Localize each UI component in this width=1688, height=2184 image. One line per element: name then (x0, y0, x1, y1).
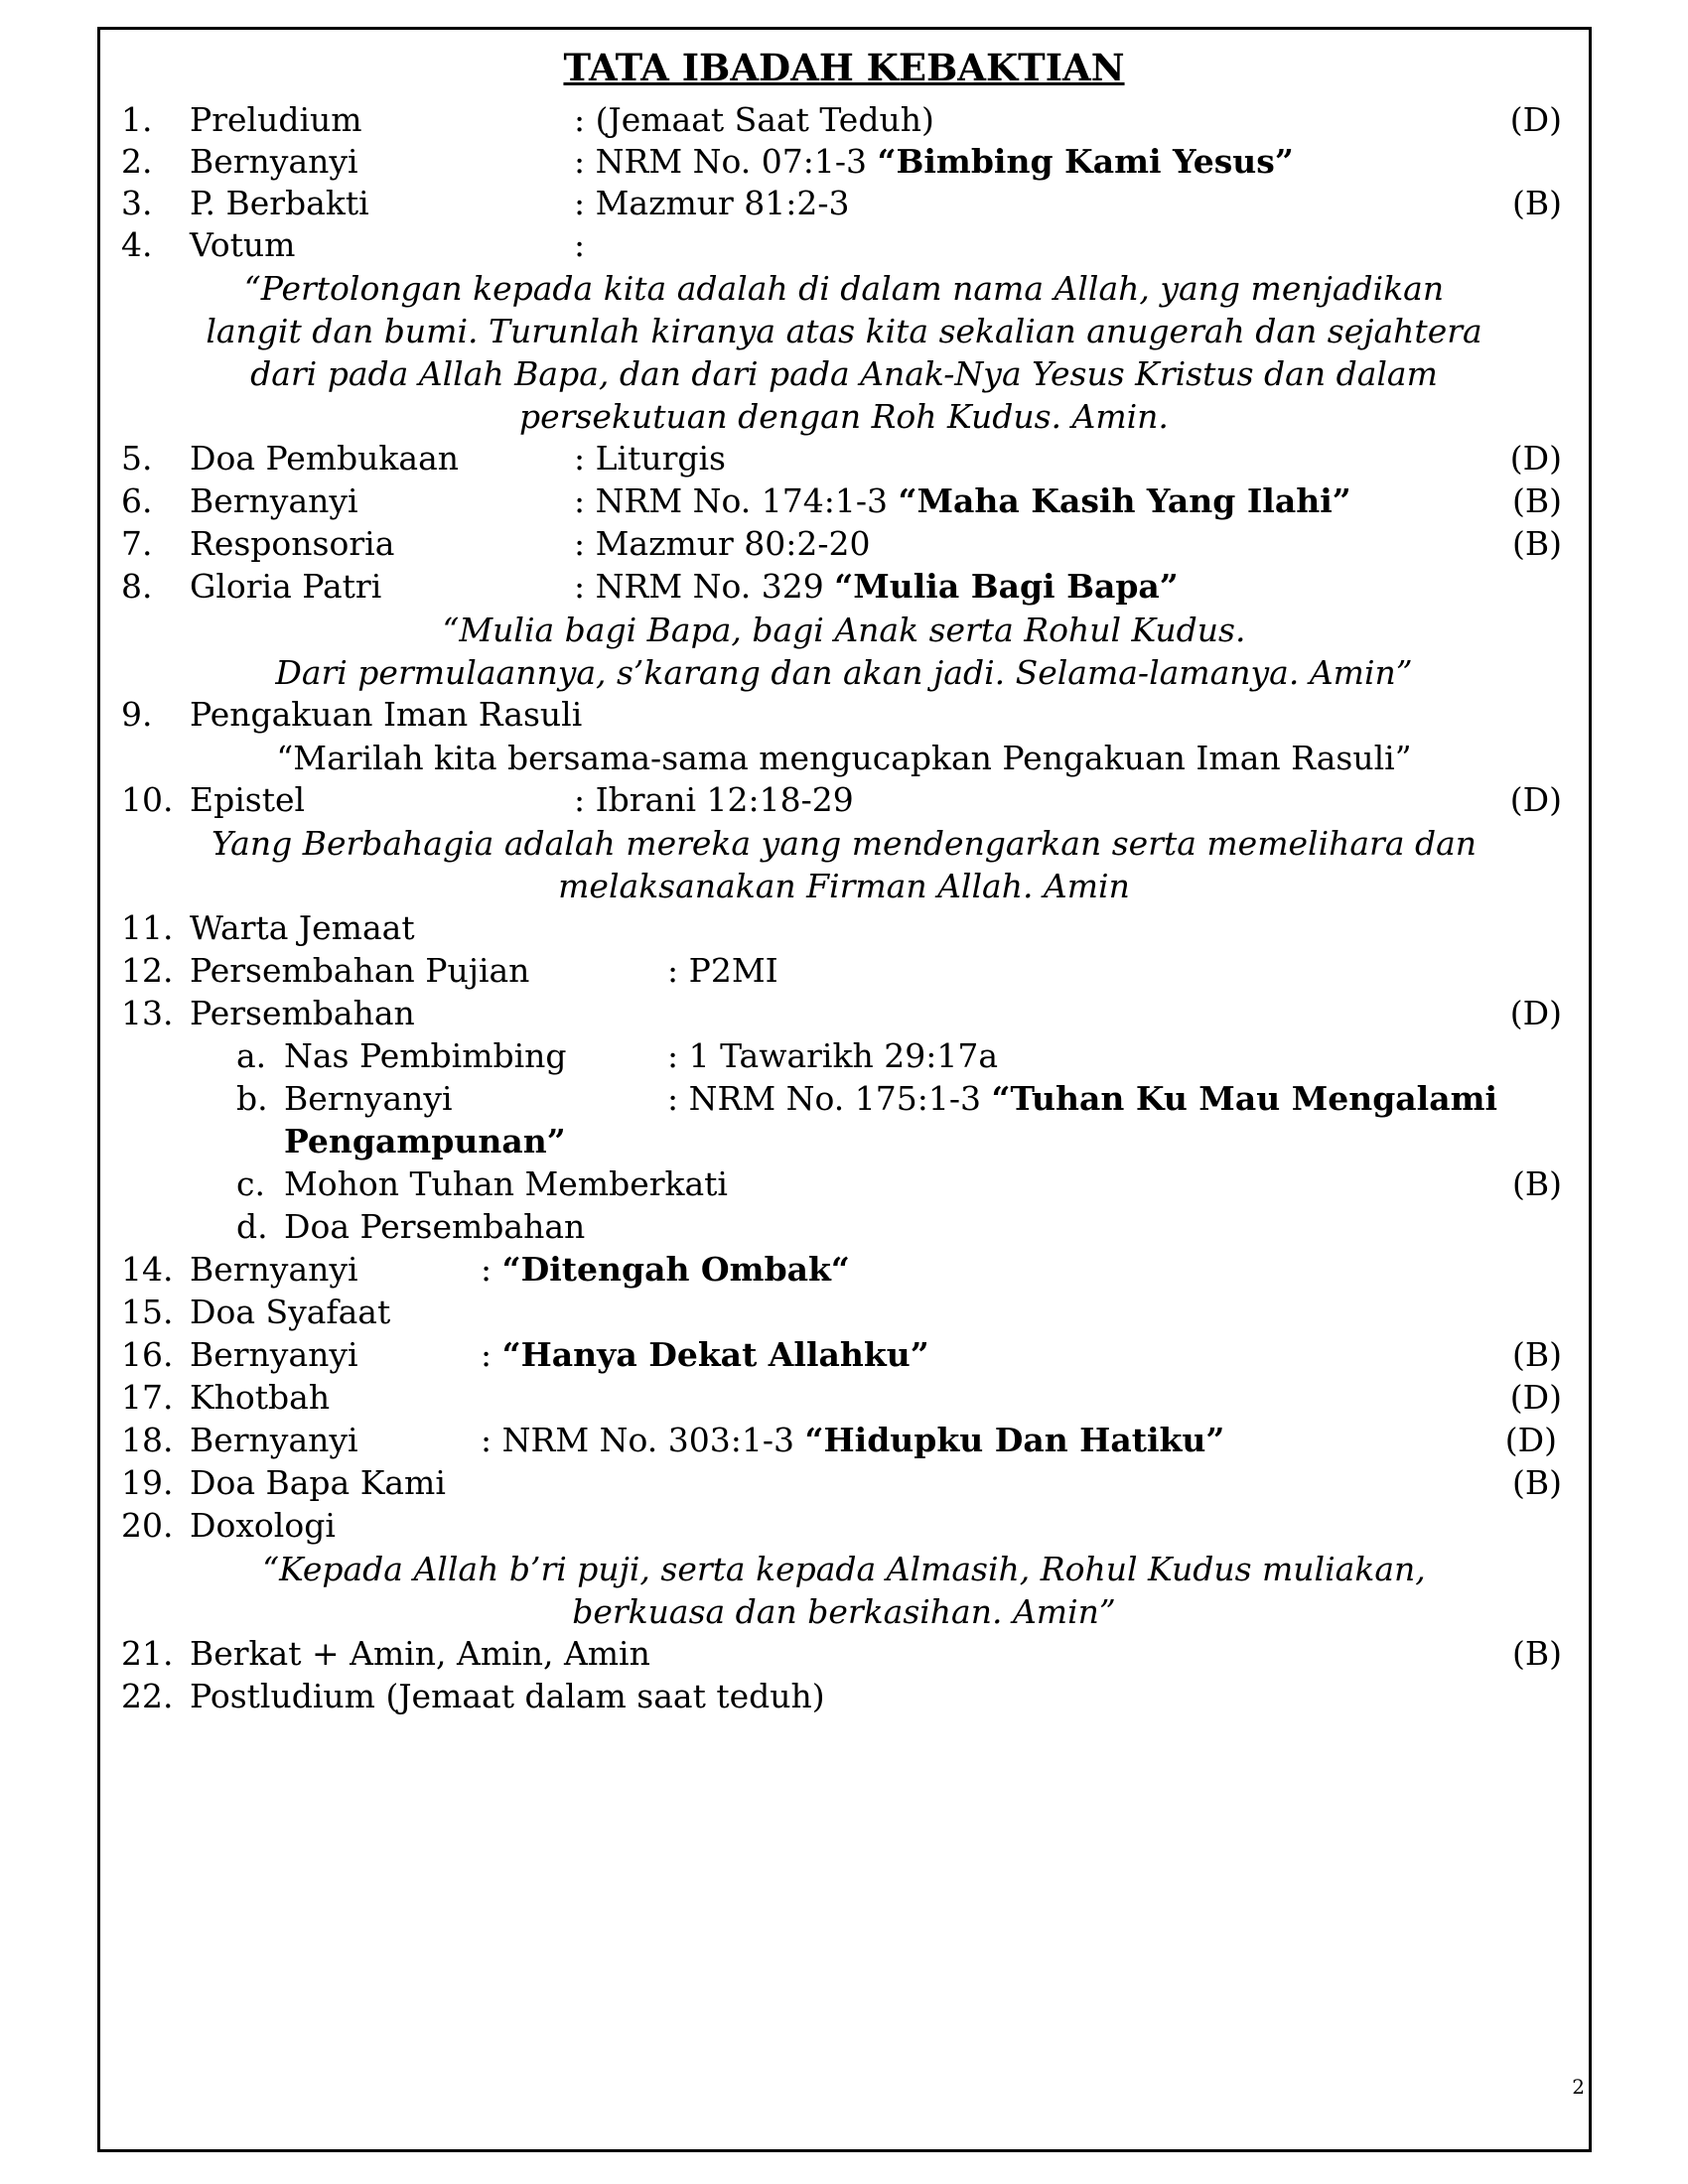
item-label: Preludium (190, 100, 362, 139)
item-label: P. Berbakti (190, 184, 369, 222)
sub-list-item (0, 1078, 1688, 1120)
item-value: : (574, 225, 586, 264)
sub-item-label: Mohon Tuhan Memberkati (284, 1164, 728, 1203)
list-item (0, 779, 1688, 821)
list-item (0, 480, 1688, 522)
list-item (0, 438, 1688, 479)
sub-list-item (0, 1163, 1688, 1205)
item-label: Pengakuan Iman Rasuli (190, 695, 583, 734)
role-code: (B) (1512, 1463, 1562, 1502)
list-item (0, 1462, 1688, 1504)
gloria-line: “Mulia bagi Bapa, bagi Anak serta Rohul Kudus. (442, 611, 1246, 649)
page-title: TATA IBADAH KEBAKTIAN (563, 46, 1125, 89)
item-number: 12. (121, 951, 174, 990)
item-label: Bernyanyi (190, 1335, 358, 1374)
sub-item-value: : NRM No. 175:1-3 “Tuhan Ku Mau Mengalami (667, 1079, 1498, 1118)
epistel-line: Yang Berbahagia adalah mereka yang mendengarkan serta memelihara dan (211, 824, 1477, 863)
role-code: (B) (1512, 481, 1562, 520)
item-label: Bernyanyi (190, 1421, 358, 1459)
role-code: (B) (1512, 1164, 1562, 1203)
item-label: Persembahan Pujian (190, 951, 530, 990)
list-item (0, 950, 1688, 992)
item-label: Bernyanyi (190, 1250, 358, 1289)
role-code: (B) (1512, 184, 1562, 222)
item-value: : “Ditengah Ombak“ (481, 1250, 850, 1289)
sub-item-letter: d. (236, 1207, 268, 1246)
item-number: 7. (121, 524, 153, 563)
item-value: : P2MI (667, 951, 778, 990)
role-code: (D) (1509, 439, 1562, 478)
item-label: Votum (190, 225, 296, 264)
item-label: Doa Syafaat (190, 1293, 391, 1331)
item-label: Bernyanyi (190, 481, 358, 520)
epistel-line: melaksanakan Firman Allah. Amin (558, 867, 1130, 905)
page-number: 2 (1572, 2075, 1585, 2099)
role-code: (D) (1509, 994, 1562, 1032)
list-item (0, 183, 1688, 224)
sub-item-label: Nas Pembimbing (284, 1036, 567, 1075)
item-label: Gloria Patri (190, 567, 382, 606)
item-value: : “Hanya Dekat Allahku” (481, 1335, 929, 1374)
role-code: (B) (1512, 1634, 1562, 1673)
item-number: 6. (121, 481, 153, 520)
list-item (0, 523, 1688, 565)
item-number: 13. (121, 994, 174, 1032)
creed-text: “Marilah kita bersama-sama mengucapkan Pengakuan Iman Rasuli” (276, 739, 1412, 777)
item-number: 5. (121, 439, 153, 478)
sub-item-label: Doa Persembahan (284, 1207, 586, 1246)
sub-list-item (0, 1206, 1688, 1248)
item-label: Doxologi (190, 1506, 336, 1545)
list-item (0, 1249, 1688, 1291)
votum-line: langit dan bumi. Turunlah kiranya atas kita sekalian anugerah dan sejahtera (206, 312, 1482, 350)
gloria-line: Dari permulaannya, s’karang dan akan jadi. Selama-lamanya. Amin” (275, 653, 1413, 692)
sub-item-letter: b. (236, 1079, 268, 1118)
sub-list-item (0, 1035, 1688, 1077)
item-label: Responsoria (190, 524, 395, 563)
item-label: Warta Jemaat (190, 908, 415, 947)
item-number: 10. (121, 780, 174, 819)
item-number: 2. (121, 142, 153, 181)
item-label: Doa Bapa Kami (190, 1463, 446, 1502)
item-number: 4. (121, 225, 153, 264)
item-number: 9. (121, 695, 153, 734)
item-value: : NRM No. 303:1-3 “Hidupku Dan Hatiku” (481, 1421, 1225, 1459)
role-code: (D) (1509, 100, 1562, 139)
song-title: “Bimbing Kami Yesus” (877, 142, 1294, 181)
list-item (0, 566, 1688, 608)
item-value: : NRM No. 07:1-3 “Bimbing Kami Yesus” (574, 142, 1294, 181)
item-number: 1. (121, 100, 153, 139)
item-label: Postludium (Jemaat dalam saat teduh) (190, 1677, 825, 1715)
item-number: 8. (121, 567, 153, 606)
item-value: : NRM No. 329 “Mulia Bagi Bapa” (574, 567, 1179, 606)
list-item (0, 1633, 1688, 1675)
song-title: “Ditengah Ombak“ (501, 1250, 850, 1289)
item-number: 22. (121, 1677, 174, 1715)
song-title: “Hidupku Dan Hatiku” (804, 1421, 1225, 1459)
list-item (0, 141, 1688, 183)
sub-list-item-continuation (0, 1121, 1688, 1162)
role-code: (B) (1512, 524, 1562, 563)
item-value: : (Jemaat Saat Teduh) (574, 100, 934, 139)
doxologi-line: “Kepada Allah b’ri puji, serta kepada Almasih, Rohul Kudus muliakan, (262, 1550, 1426, 1588)
votum-line: “Pertolongan kepada kita adalah di dalam nama Allah, yang menjadikan (243, 269, 1445, 308)
item-label: Doa Pembukaan (190, 439, 460, 478)
item-number: 18. (121, 1421, 174, 1459)
item-number: 15. (121, 1293, 174, 1331)
item-number: 21. (121, 1634, 174, 1673)
item-number: 14. (121, 1250, 174, 1289)
role-code: (B) (1512, 1335, 1562, 1374)
item-label: Berkat + Amin, Amin, Amin (190, 1634, 650, 1673)
song-title: “Tuhan Ku Mau Mengalami (991, 1079, 1498, 1118)
sub-item-label: Bernyanyi (284, 1079, 453, 1118)
list-item (0, 907, 1688, 949)
item-value: : NRM No. 174:1-3 “Maha Kasih Yang Ilahi” (574, 481, 1351, 520)
list-item (0, 224, 1688, 266)
song-title: “Mulia Bagi Bapa” (834, 567, 1179, 606)
item-value: : Ibrani 12:18-29 (574, 780, 854, 819)
list-item (0, 993, 1688, 1034)
votum-line: dari pada Allah Bapa, dan dari pada Anak-Nya Yesus Kristus dan dalam (250, 354, 1438, 393)
item-value: : Mazmur 80:2-20 (574, 524, 871, 563)
song-title: Pengampunan” (284, 1122, 566, 1160)
item-value: : Mazmur 81:2-3 (574, 184, 850, 222)
sub-item-value: : 1 Tawarikh 29:17a (667, 1036, 998, 1075)
item-number: 3. (121, 184, 153, 222)
role-code: (D) (1509, 780, 1562, 819)
list-item (0, 99, 1688, 141)
item-number: 20. (121, 1506, 174, 1545)
list-item (0, 1334, 1688, 1376)
list-item (0, 1676, 1688, 1717)
list-item (0, 694, 1688, 736)
role-code: (D) (1509, 1378, 1562, 1417)
item-label: Persembahan (190, 994, 415, 1032)
song-title: “Hanya Dekat Allahku” (501, 1335, 929, 1374)
item-label: Bernyanyi (190, 142, 358, 181)
item-number: 16. (121, 1335, 174, 1374)
role-code: (D) (1504, 1421, 1557, 1459)
item-number: 19. (121, 1463, 174, 1502)
item-label: Epistel (190, 780, 306, 819)
list-item (0, 1505, 1688, 1547)
item-value: : Liturgis (574, 439, 726, 478)
votum-line: persekutuan dengan Roh Kudus. Amin. (519, 397, 1169, 436)
doxologi-line: berkuasa dan berkasihan. Amin” (572, 1592, 1116, 1631)
sub-item-letter: a. (236, 1036, 267, 1075)
item-number: 17. (121, 1378, 174, 1417)
list-item (0, 1377, 1688, 1419)
list-item (0, 1292, 1688, 1333)
song-title: “Maha Kasih Yang Ilahi” (898, 481, 1351, 520)
list-item (0, 1420, 1688, 1461)
item-number: 11. (121, 908, 174, 947)
sub-item-letter: c. (236, 1164, 265, 1203)
item-label: Khotbah (190, 1378, 331, 1417)
